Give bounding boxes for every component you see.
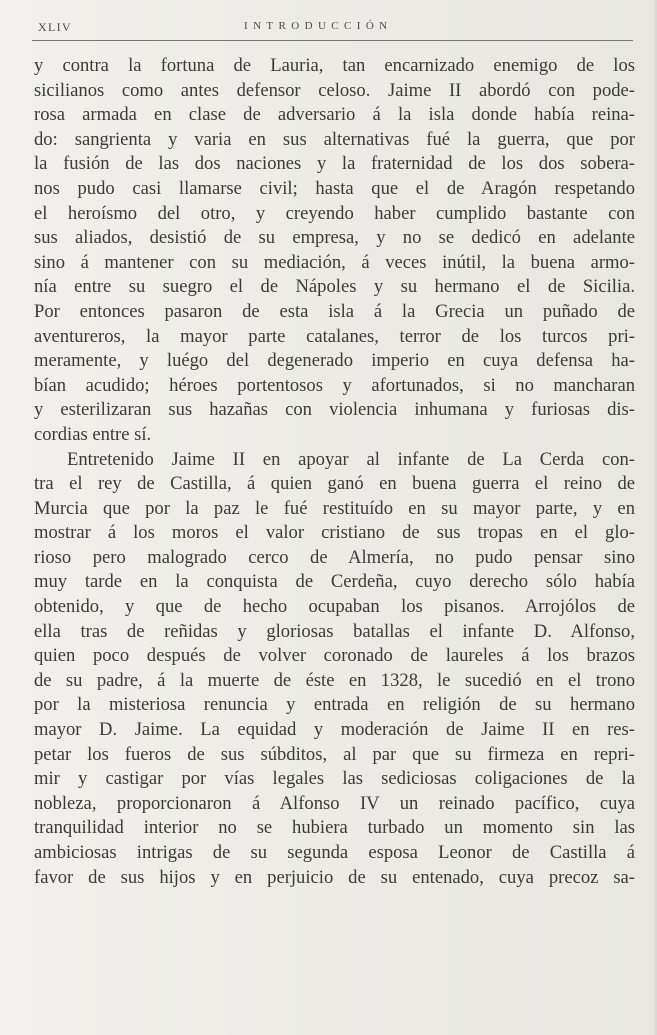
text-line: aventureros, la mayor parte catalanes, terror de los turcos pri-	[34, 325, 635, 347]
text-line: meramente, y luégo del degenerado imperio en cuya defensa ha-	[34, 350, 635, 372]
text-line: obtenido, y que de hecho ocupaban los pisanos. Arrojólos de	[34, 596, 635, 618]
text-line: tranquilidad interior no se hubiera turbado un momento sin las	[34, 817, 635, 839]
text-line: nía entre su suegro el de Nápoles y su hermano el de Sicilia.	[34, 276, 635, 298]
text-line: la fusión de las dos naciones y la fraternidad de los dos sobera-	[34, 153, 635, 175]
text-line: rosa armada en clase de adversario á la isla donde había reina-	[34, 104, 635, 126]
running-title: INTRODUCCIÓN	[244, 20, 393, 32]
text-line: sus aliados, desistió de su empresa, y no se dedicó en adelante	[34, 227, 635, 249]
text-line: do: sangrienta y varia en sus alternativas fué la guerra, que por	[34, 128, 635, 150]
text-line: sicilianos como antes defensor celoso. Jaime II abordó con pode-	[34, 79, 635, 101]
text-line: mir y castigar por vías legales las sediciosas coligaciones de la	[34, 768, 635, 790]
paragraph-end-line: cordias entre sí.	[34, 423, 152, 445]
header-rule	[32, 40, 633, 41]
text-line: petar los fueros de sus súbditos, al par que su firmeza en repri-	[34, 743, 635, 765]
text-line: por la misteriosa renuncia y entrada en religión de su hermano	[34, 694, 635, 716]
text-line: y contra la fortuna de Lauria, tan encarnizado enemigo de los	[34, 55, 635, 76]
text-line: nobleza, proporcionaron á Alfonso IV un reinado pacífico, cuya	[34, 792, 635, 814]
running-head	[34, 18, 633, 38]
text-line: muy tarde en la conquista de Cerdeña, cuyo derecho sólo había	[34, 571, 635, 593]
text-line: mayor D. Jaime. La equidad y moderación de Jaime II en res-	[34, 719, 635, 741]
text-line: Murcia que por la paz le fué restituído en su mayor parte, y en	[34, 497, 635, 519]
body-text	[34, 54, 635, 890]
text-line: tra el rey de Castilla, á quien ganó en buena guerra el reino de	[34, 473, 635, 495]
text-line: el heroísmo del otro, y creyendo haber cumplido bastante con	[34, 202, 635, 224]
text-line: rioso pero malogrado cerco de Almería, no pudo pensar sino	[34, 546, 635, 568]
text-line: mostrar á los moros el valor cristiano de sus tropas en el glo-	[34, 522, 635, 544]
paragraph-first-line: Entretenido Jaime II en apoyar al infante de La Cerda con-	[67, 448, 635, 470]
text-line: Por entonces pasaron de esta isla á la Grecia un puñado de	[34, 300, 635, 322]
text-line: y esterilizaran sus hazañas con violencia inhumana y furiosas dis-	[34, 399, 635, 421]
text-line: sino á mantener con su mediación, á veces inútil, la buena armo-	[34, 251, 635, 273]
page-edge-shadow	[653, 0, 657, 1035]
text-line: ambiciosas intrigas de su segunda esposa Leonor de Castilla á	[34, 842, 635, 863]
text-line: favor de sus hijos y en perjuicio de su entenado, cuya precoz sa-	[34, 866, 635, 888]
page-number: XLIV	[38, 20, 72, 34]
text-line: de su padre, á la muerte de éste en 1328, le sucedió en el trono	[34, 669, 635, 691]
text-line: quien poco después de volver coronado de laureles á los brazos	[34, 645, 635, 667]
text-line: bían acudido; héroes portentosos y afortunados, si no mancharan	[34, 374, 635, 396]
text-line: nos pudo casi llamarse civil; hasta que el de Aragón respetando	[34, 177, 635, 199]
text-line: ella tras de reñidas y gloriosas batallas el infante D. Alfonso,	[34, 620, 635, 642]
